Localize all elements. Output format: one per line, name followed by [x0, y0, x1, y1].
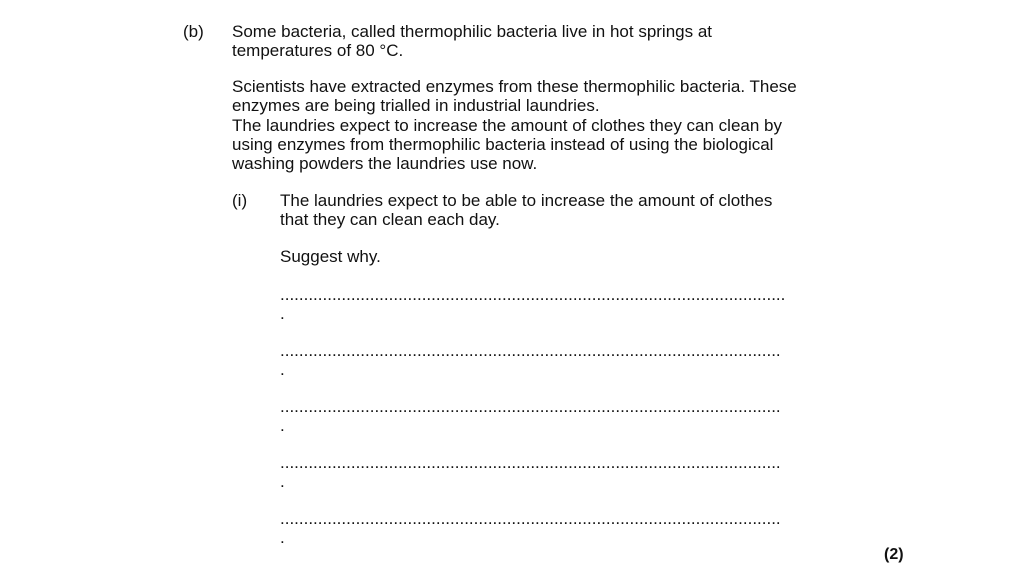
context-line-3: The laundries expect to increase the amount of clothes they can clean by	[232, 116, 782, 135]
answer-line-5[interactable]: ..........................................................................................................	[280, 509, 781, 528]
sub-question-line-2: that they can clean each day.	[280, 210, 500, 229]
answer-line-1-tail: .	[280, 304, 285, 323]
answer-line-5-tail: .	[280, 528, 285, 547]
answer-line-2[interactable]: ..........................................................................................................	[280, 341, 781, 360]
question-part-label: (b)	[183, 22, 204, 41]
sub-question-label: (i)	[232, 191, 248, 210]
answer-line-4-tail: .	[280, 472, 285, 491]
sub-question-line-1: The laundries expect to be able to increase the amount of clothes	[280, 191, 773, 210]
context-line-2: enzymes are being trialled in industrial laundries.	[232, 96, 600, 115]
answer-line-1[interactable]: ...........................................................................................................	[280, 285, 786, 304]
marks-label: (2)	[884, 546, 904, 563]
prompt-text: Suggest why.	[280, 247, 381, 266]
context-line-1: Scientists have extracted enzymes from these thermophilic bacteria. These	[232, 77, 797, 96]
intro-line-1: Some bacteria, called thermophilic bacteria live in hot springs at	[232, 22, 713, 41]
context-line-5: washing powders the laundries use now.	[232, 154, 538, 173]
answer-line-3-tail: .	[280, 416, 285, 435]
answer-line-2-tail: .	[280, 360, 285, 379]
intro-line-2: temperatures of 80 °C.	[232, 41, 404, 60]
context-line-4: using enzymes from thermophilic bacteria instead of using the biological	[232, 135, 774, 154]
answer-line-4[interactable]: ..........................................................................................................	[280, 453, 781, 472]
answer-line-3[interactable]: ..........................................................................................................	[280, 397, 781, 416]
